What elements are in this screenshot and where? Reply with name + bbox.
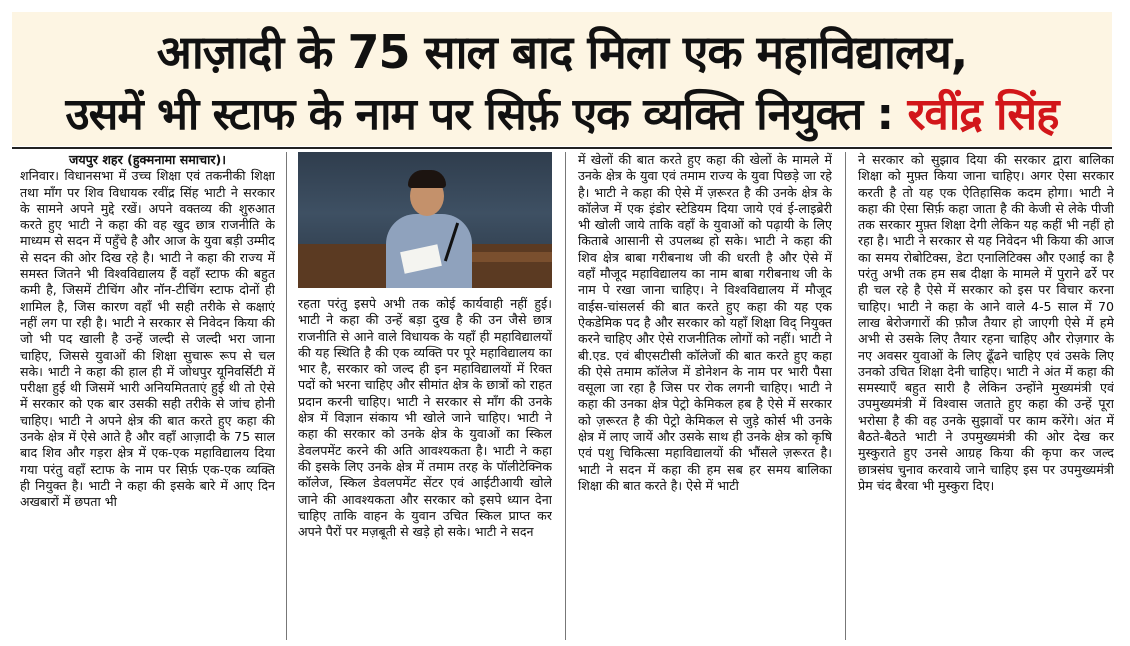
headline-line-2-main: उसमें भी स्टाफ के नाम पर सिर्फ़ एक व्यक्ति नियुक्त : <box>65 89 908 140</box>
headline-name: रवींद्र सिंह <box>907 89 1059 140</box>
headline-line-1: आज़ादी के 75 साल बाद मिला एक महाविद्यालय, <box>156 25 968 79</box>
headline-line-2 <box>12 86 1112 144</box>
article-column-1 <box>20 152 275 642</box>
column-divider <box>845 152 846 640</box>
article-column-2 <box>298 296 552 642</box>
article-column-4 <box>858 152 1114 642</box>
column-3-text: में खेलों की बात करते हुए कहा की खेलों के मामले में उनके क्षेत्र के युवा एवं तमाम राज्य के युवा पिछड़े जा रहे है। भाटी ने कहा की ऐसे में ज़रूरत है की उनके क्षेत्र के कॉलेज में एक इंडोर स्टेडियम दिया जाये एवं ई-लाइब्रेरी भी खोली जाये ताकि वहाँ के युवाओं को पढ़ायी के लिए किताबे आसानी से उपलब्ध हो सके। भाटी ने कहा की शिव क्षेत्र बाबा गरीबनाथ जी की धरती है और ऐसे में वहाँ मौजूद महाविद्यालय का नाम बाबा गरीबनाथ जी के नाम पे रखा जाना चाहिए। ने विश्वविद्यालय में मौजूद वाईस-चांसलर्स की बात करते हुए कहा की यह एक ऐकडेमिक पद है और सरकार को यहाँ शिक्षा विद् नियुक्त करने चाहिए और ऐसे राजनीतिक लोगों को नहीं। भाटी ने बी.एड. एवं बीएसटीसी कॉलेजों की बात करते हुए कहा की ऐसे तमाम कॉलेज में डोनेशन के नाम पर भारी पैसा वसूला जा रहा है जिस पर रोक लगनी चाहिए। भाटी ने कहा की उनका क्षेत्र पेट्रो केमिकल हब है ऐसे में सरकार को ज़रूरत है की पेट्रो केमिकल से जुड़े कोर्स भी उनके क्षेत्र में लाए जायें और उसके साथ ही उनके क्षेत्र को कृषि एवं पशु चिकित्सा महाविद्यालयों की भौंसले ज़रूरत है। भाटी ने सदन में कहा की हम सब हर समय बालिका शिक्षा की बात करते है। ऐसे में भाटी <box>578 152 832 493</box>
article-column-3 <box>578 152 832 642</box>
column-1-text: शनिवार। विधानसभा में उच्च शिक्षा एवं तकनीकी शिक्षा तथा माँग पर शिव विधायक रवींद्र सिंह भाटी ने सरकार के सामने अपने मुद्दे रखें। अपने वक्तव्य की शुरुआत करते हुए भाटी ने कहा की वह खुद छात्र राजनीति के माध्यम से सदन में पहुँचे है और आज के युवा बड़ी उम्मीद से सदन की ओर दिख रहे है। भाटी ने कहा की राज्य में समस्त जितने भी विश्वविद्यालय हैं वहाँ स्टाफ की बहुत कमी है, जिसमें टीचिंग और नॉन-टीचिंग स्टाफ दोनों ही शामिल है, जिस कारण वहाँ भी सही तरीके से कक्षाएं नहीं लग पा रही है। भाटी ने सरकार से निवेदन किया की जो भी पद खाली है उन्हें जल्दी से जल्दी भरा जाना चाहिए, जिससे युवाओं की शिक्षा सुचारू रूप से चल सके। भाटी ने कहा की हाल ही में जोधपुर यूनिवर्सिटी में परीक्षा हुई थी जिसमें भारी अनियमितताएं हुई थी तो ऐसे में सरकार को एक बार उसकी सही तरीके से जांच होनी चाहिए। भाटी ने अपने क्षेत्र की बात करते हुए कहा की उनके क्षेत्र में ऐसे आते है और वहाँ आज़ादी के 75 साल बाद शिव और गड़रा क्षेत्र में एक-एक महाविद्यालय दिया गया परंतु वहाँ स्टाफ के नाम पर सिर्फ़ एक-एक व्यक्ति ही नियुक्त है। भाटी ने कहा की इसके बारे में आए दिन अखबारों में छपता भी <box>20 168 275 510</box>
headline-rule <box>12 147 1112 149</box>
photo-speaker-hair <box>408 170 446 188</box>
column-divider <box>286 152 287 640</box>
column-divider <box>565 152 566 640</box>
dateline: जयपुर शहर (हुक्मनामा समाचार)। <box>68 152 227 167</box>
column-4-text: ने सरकार को सुझाव दिया की सरकार द्वारा बालिका शिक्षा को मुफ़्त किया जाना चाहिए। अगर ऐसा सरकार करती है तो यह एक ऐतिहासिक कदम होगा। भाटी ने कहा की ऐसा सिर्फ़ कहा जाता है की केजी से लेके पीजी तक सरकार मुफ़्त शिक्षा देगी लेकिन यह कहीं भी नहीं हो रहा है। भाटी ने सरकार से यह निवेदन भी किया की आज का समय रोबोटिक्स, डेटा एनालिटिक्स और एआई का है परंतु अभी तक हम सब दीक्षा के मामले में पुराने ढर्रे पर ही चल रहे है ऐसे में सरकार को इस पर विचार करना चाहिए। भाटी ने कहा के आने वाले 4-5 साल में 70 लाख बेरोजगारों की फ़ौज तैयार हो जाएगी ऐसे में हमे अभी से उसके लिए तैयार रहना चाहिए और रोज़गार के नए अवसर युवाओं के लिए ढूँढने चाहिए एवं उसके लिए उनको उचित शिक्षा देनी चाहिए। भाटी ने अंत में कहा की समस्याएँ बहुत सारी है लेकिन उन्होंने मुख्यमंत्री एवं उपमुख्यमंत्री में विश्वास जताते हुए कहा की उन्हें पूरा भरोसा है की वह उनके सुझावों पर काम करेंगे। अंत में बैठते-बैठते भाटी ने उपमुख्यमंत्री की ओर देख कर मुस्कुराते हुए उनसे आग्रह किया की कृपा कर जल्द छात्रसंघ चुनाव करवाये जाने चाहिए इस पर उपमुख्यमंत्री प्रेम चंद बैरवा भी मुस्कुरा दिए। <box>858 152 1114 493</box>
article-photo <box>298 152 552 288</box>
column-2-text: रहता परंतु इसपे अभी तक कोई कार्यवाही नहीं हुई। भाटी ने कहा की उन्हें बड़ा दुख है की उन जैसे छात्र राजनीति से आने वाले विधायक के यहाँ ही महाविद्यालयों की यह स्थिति है की एक व्यक्ति पर पूरे महाविद्यालय का भार है, सरकार को जल्द ही इन महाविद्यालयों में रिक्त पदों को भरना चाहिए और सीमांत क्षेत्र के छात्रों को राहत प्रदान करनी चाहिए। भाटी ने सरकार से माँग की उनके क्षेत्र में विज्ञान संकाय भी खोले जाने चाहिए। भाटी ने कहा की सरकार को उनके क्षेत्र के युवाओं का स्किल डेवलपमेंट करने की अति आवश्यकता है। भाटी ने कहा की इसके लिए उनके क्षेत्र में तमाम तरह के पॉलीटेक्निक कॉलेज, स्किल डेवलपमेंट सेंटर एवं आईटीआयी खोले जाने की आवश्यकता और सरकार को इसपे ध्यान देना चाहिए ताकि वाहन के युवान उचित स्किल प्राप्त कर अपने पैरों पर मज़बूती से खड़े हो सके। भाटी ने सदन <box>298 296 552 540</box>
headline-banner <box>12 12 1112 146</box>
